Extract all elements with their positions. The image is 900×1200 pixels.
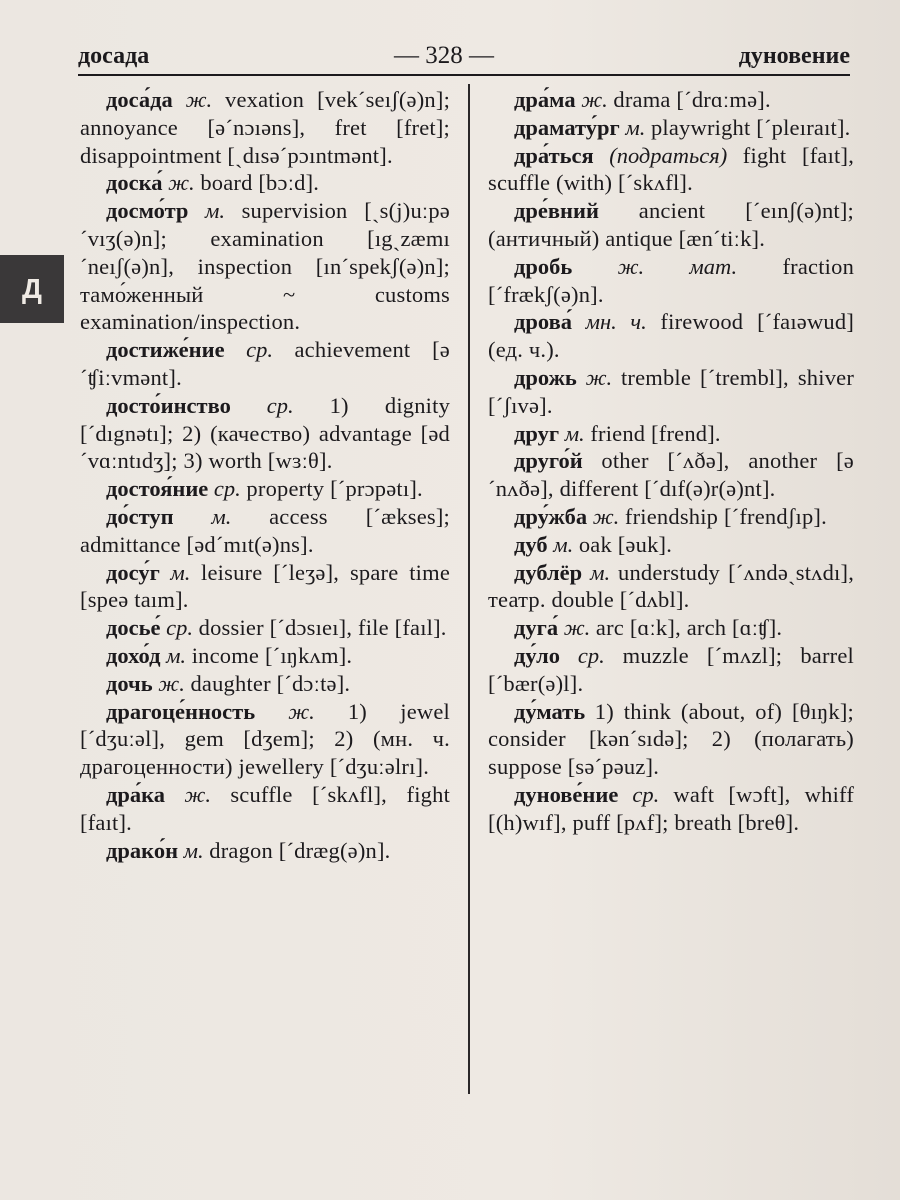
dictionary-entry <box>80 670 450 698</box>
entry-grammar: ж. <box>168 170 195 196</box>
entry-translation: firewood [´faıəwud] (ед. ч.). <box>488 309 855 363</box>
dictionary-entry <box>488 559 854 615</box>
dictionary-entry <box>488 503 854 531</box>
entry-grammar: ср. <box>266 392 294 418</box>
dictionary-entry <box>80 781 450 837</box>
dictionary-entry <box>488 614 854 642</box>
entry-grammar: м. <box>166 642 187 668</box>
entry-headword: друг <box>514 420 560 446</box>
entry-translation: arc [ɑːk], arch [ɑːʧ]. <box>595 615 783 641</box>
entry-headword: дочь <box>106 670 153 696</box>
entry-translation: waft [wɔft], whiff [(h)wıf], puff [pʌf]; breath [breθ]. <box>488 781 855 835</box>
dictionary-entry <box>80 614 450 642</box>
entry-grammar: м. <box>211 503 232 529</box>
entry-grammar: м. <box>553 531 574 557</box>
entry-grammar: ж. <box>592 503 620 529</box>
entry-grammar: м. <box>205 198 225 224</box>
dictionary-entry <box>80 837 450 865</box>
left-column <box>80 86 450 864</box>
header-first-word: досада <box>78 43 150 69</box>
column-divider <box>468 84 470 1094</box>
entry-headword: досмо́тр <box>106 198 189 224</box>
dictionary-entry <box>488 308 854 364</box>
entry-translation: vexation [vek´seıʃ(ə)n]; annoyance [ə´nɔıəns], fret [fret]; disappointment [ˏdısə´pɔıntmənt]. <box>80 87 451 168</box>
entry-translation: achievement [ə´ʧiːvmənt]. <box>80 337 450 390</box>
dictionary-entry <box>488 86 854 114</box>
entry-headword: до́ступ <box>106 503 174 529</box>
dictionary-entry <box>488 197 854 253</box>
dictionary-entry <box>80 86 450 169</box>
entry-headword: дра́ма <box>514 87 576 112</box>
entry-headword: доска́ <box>106 170 163 196</box>
dictionary-entry <box>80 475 450 503</box>
entry-translation: daughter [´dɔːtə]. <box>190 670 351 696</box>
dictionary-entry <box>488 531 854 559</box>
entry-grammar: ср. <box>577 642 605 668</box>
dictionary-entry <box>488 781 854 837</box>
entry-translation: muzzle [´mʌzl]; barrel [´bær(ə)l]. <box>488 642 854 696</box>
entry-translation: understudy [´ʌndəˏstʌdı], театр. double [´dʌbl]. <box>488 559 855 613</box>
entry-translation: friend [frend]. <box>590 420 721 446</box>
entry-translation: property [´prɔpətı]. <box>246 476 423 502</box>
entry-translation: playwright [´pleıraıt]. <box>650 114 851 140</box>
dictionary-entry <box>488 698 854 781</box>
entry-headword: дуга́ <box>514 615 559 641</box>
header-last-word: дуновение <box>738 43 850 69</box>
dictionary-entry <box>80 169 450 197</box>
entry-grammar: ж. <box>158 670 185 696</box>
entry-grammar: ср. <box>213 476 241 502</box>
entry-grammar: м. <box>590 559 611 585</box>
entry-translation: income [´ıŋkʌm]. <box>191 642 353 668</box>
entry-translation: dossier [´dɔsıeı], file [faıl]. <box>198 615 447 641</box>
entry-translation: scuffle [´skʌfl], fight [faıt]. <box>80 781 451 835</box>
entry-headword: дрожь <box>514 364 577 390</box>
entry-translation: board [bɔːd]. <box>200 170 320 196</box>
entry-headword: досу́г <box>106 559 160 585</box>
letter-thumb-tab: Д <box>0 255 64 323</box>
entry-headword: дре́вний <box>514 198 599 224</box>
dictionary-entry <box>80 503 450 559</box>
entry-headword: досье́ <box>106 615 161 641</box>
entry-grammar: ср. <box>632 781 660 807</box>
dictionary-entry <box>80 698 450 781</box>
entry-headword: дра́ка <box>106 781 166 807</box>
dictionary-entry <box>488 114 854 142</box>
entry-grammar: ж. <box>288 698 315 724</box>
dictionary-entry <box>80 197 450 336</box>
entry-translation: fraction [´frækʃ(ə)n]. <box>488 253 855 307</box>
entry-headword: дунове́ние <box>514 781 619 807</box>
dictionary-entry <box>488 447 854 503</box>
entry-headword: друго́й <box>514 448 583 474</box>
entry-headword: ду́ло <box>514 642 560 668</box>
right-column <box>488 86 854 837</box>
dictionary-entry <box>488 420 854 448</box>
entry-grammar: ж. мат. <box>617 253 738 279</box>
entry-translation: access [´ækses]; admittance [əd´mıt(ə)ns]. <box>80 503 451 557</box>
entry-headword: дрова́ <box>514 309 572 335</box>
dictionary-entry <box>488 253 854 309</box>
entry-headword: достоя́ние <box>106 476 209 502</box>
entry-translation: dragon [´dræg(ə)n]. <box>209 837 391 863</box>
entry-grammar: ж. <box>184 781 211 807</box>
entry-headword: досто́инство <box>106 392 231 418</box>
entry-headword: драко́н <box>106 837 179 863</box>
entry-headword: дублёр <box>514 559 583 585</box>
entry-translation: ancient [´eınʃ(ə)nt]; (античный) antique [æn´tiːk]. <box>488 198 854 251</box>
entry-headword: доса́да <box>106 87 173 112</box>
entry-translation: tremble [´trembl], shiver [´ʃıvə]. <box>488 364 855 418</box>
entry-headword: драгоце́нность <box>106 698 256 724</box>
entry-translation: friendship [´frendʃıp]. <box>624 503 827 529</box>
entry-headword: дохо́д <box>106 642 161 668</box>
entry-headword: достиже́ние <box>106 337 225 363</box>
dictionary-entry <box>80 642 450 670</box>
entry-translation: supervision [ˏs(j)uːpə´vıʒ(ə)n]; examination [ıgˏzæmı´neıʃ(ə)n], inspection [ın´spekʃ(ə)n]; тамо́женный ~ customs examination/inspection. <box>80 198 450 335</box>
dictionary-entry <box>488 642 854 698</box>
entry-grammar: ср. <box>246 337 273 363</box>
entry-translation: drama [´drɑːmə]. <box>613 87 771 112</box>
entry-translation: leisure [´leʒə], spare time [speə taım]. <box>80 559 451 613</box>
entry-grammar: (подраться) <box>609 142 728 168</box>
entry-headword: дробь <box>514 253 573 279</box>
entry-translation: fight [faıt], scuffle (with) [´skʌfl]. <box>488 142 855 196</box>
entry-headword: ду́мать <box>514 698 586 724</box>
entry-grammar: ж. <box>585 364 613 390</box>
entry-grammar: ж. <box>563 615 591 641</box>
entry-grammar: м. <box>564 420 585 446</box>
page-number: — 328 — <box>393 42 494 69</box>
dictionary-entry <box>80 392 450 475</box>
entry-translation: 1) jewel [´dʒuːəl], gem [dʒem]; 2) (мн. ч. драгоценности) jewellery [´dʒuːəlrı]. <box>80 698 450 780</box>
entry-grammar: ж. <box>581 87 608 112</box>
entry-grammar: м. <box>183 837 204 863</box>
entry-grammar: ср. <box>166 615 194 641</box>
entry-translation: 1) dignity [´dıgnətı]; 2) (качество) advantage [əd´vɑːntıdʒ]; 3) worth [wɜːθ]. <box>80 392 451 474</box>
entry-headword: дру́жба <box>514 503 588 529</box>
entry-translation: other [´ʌðə], another [ə´nʌðə], different [´dıf(ə)r(ə)nt]. <box>488 448 854 502</box>
dictionary-entry <box>488 364 854 420</box>
entry-grammar: м. <box>170 559 191 585</box>
entry-grammar: мн. ч. <box>585 309 647 335</box>
entry-translation: oak [əuk]. <box>578 531 673 557</box>
dictionary-entry <box>488 142 854 198</box>
entry-grammar: м. <box>625 114 646 140</box>
page-header <box>78 30 850 76</box>
entry-headword: драмату́рг <box>514 114 620 140</box>
entry-translation: 1) think (about, of) [θıŋk]; consider [kən´sıdə]; 2) (полагать) suppose [sə´pəuz]. <box>488 698 854 780</box>
entry-grammar: ж. <box>185 87 213 112</box>
dictionary-entry <box>80 336 450 392</box>
dictionary-entry <box>80 559 450 615</box>
entry-headword: дра́ться <box>514 142 594 168</box>
entry-headword: дуб <box>514 531 548 557</box>
